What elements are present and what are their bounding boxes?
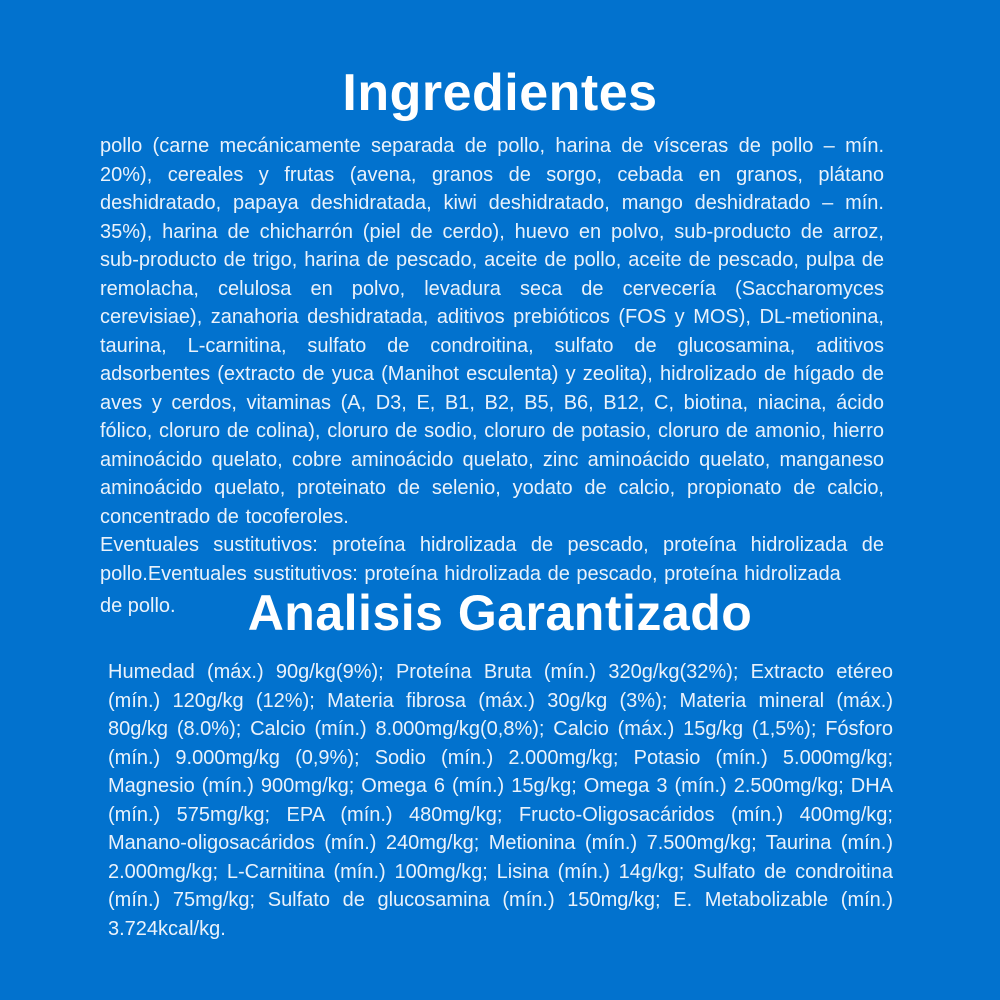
substitutes-text-tail: de pollo.: [100, 595, 176, 618]
ingredients-text: pollo (carne mecánicamente separada de pollo, harina de vísceras de pollo – mín. 20%), cereales y frutas (avena, granos de sorgo, cebada en granos, plátano deshidratado, papaya deshidratada, kiwi deshidratado, mango deshidratado – mín. 35%), harina de chicharrón (piel de cerdo), huevo en polvo, sub-producto de arroz, sub-producto de trigo, harina de pescado, aceite de pollo, aceite de pescado, pulpa de remolacha, celulosa en polvo, levadura seca de cervecería (Saccharomyces cerevisiae), zanahoria deshidratada, aditivos prebióticos (FOS y MOS), DL-metionina, taurina, L-carnitina, sulfato de condroitina, sulfato de glucosamina, aditivos adsorbentes (extracto de yuca (Manihot esculenta) y zeolita), hidrolizado de hígado de aves y cerdos, vitaminas (A, D3, E, B1, B2, B5, B6, B12, C, biotina, niacina, ácido fólico, cloruro de colina), cloruro de sodio, cloruro de potasio, cloruro de amonio, hierro aminoácido quelato, cobre aminoácido quelato, zinc aminoácido quelato, manganeso aminoácido quelato, proteinato de selenio, yodato de calcio, propionato de calcio, concentrado de tocoferoles.: [100, 135, 884, 528]
ingredients-title: Ingredientes: [342, 64, 658, 122]
guaranteed-analysis-text: Humedad (máx.) 90g/kg(9%); Proteína Bruta (mín.) 320g/kg(32%); Extracto etéreo (mín.) 120g/kg (12%); Materia fibrosa (máx.) 30g/kg (3%); Materia mineral (máx.) 80g/kg (8.0%); Calcio (mín.) 8.000mg/kg(0,8%); Calcio (máx.) 15g/kg (1,5%); Fósforo (mín.) 9.000mg/kg (0,9%); Sodio (mín.) 2.000mg/kg; Potasio (mín.) 5.000mg/kg; Magnesio (mín.) 900mg/kg; Omega 6 (mín.) 15g/kg; Omega 3 (mín.) 2.500mg/kg; DHA (mín.) 575mg/kg; EPA (mín.) 480mg/kg; Fructo-Oligosacáridos (mín.) 400mg/kg; Manano-oligosacáridos (mín.) 240mg/kg; Metionina (mín.) 7.500mg/kg; Taurina (mín.) 2.000mg/kg; L-Carnitina (mín.) 100mg/kg; Lisina (mín.) 14g/kg; Sulfato de condroitina (mín.) 75mg/kg; Sulfato de glucosamina (mín.) 150mg/kg; E. Metabolizable (mín.) 3.724kcal/kg.: [108, 661, 893, 940]
pet-food-label-panel: [0, 62, 1000, 1000]
guaranteed-analysis-title: Analisis Garantizado: [247, 585, 753, 642]
analysis-heading-row: [0, 586, 1000, 650]
substitutes-text: Eventuales sustitutivos: proteína hidrolizada de pescado, proteína hidrolizada de pollo.Eventuales sustitutivos: proteína hidrolizada de pescado, proteína hidrolizada: [100, 534, 884, 585]
